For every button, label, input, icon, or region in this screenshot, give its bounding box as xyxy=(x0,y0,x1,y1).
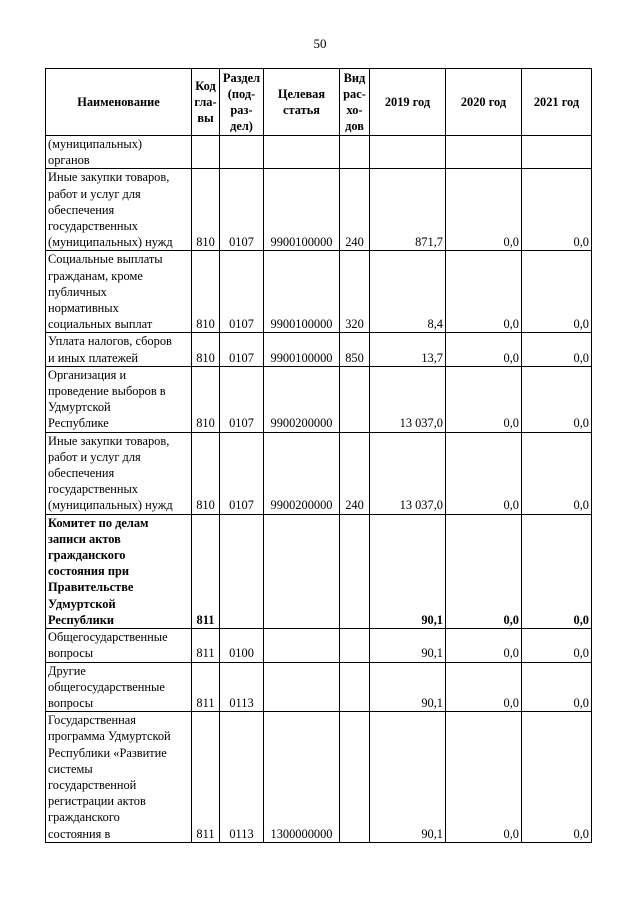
expense-type-cell: 320 xyxy=(340,251,370,333)
table-row xyxy=(46,169,592,251)
name-cell: Другие общегосударственные вопросы xyxy=(46,662,192,712)
section-cell: 0107 xyxy=(220,432,264,514)
code-cell xyxy=(192,136,220,169)
amount-2019-cell: 13,7 xyxy=(370,333,446,366)
code-cell: 810 xyxy=(192,366,220,432)
header-name: Наименование xyxy=(46,69,192,136)
amount-2020-cell: 0,0 xyxy=(446,712,522,843)
header-2019: 2019 год xyxy=(370,69,446,136)
amount-2021-cell: 0,0 xyxy=(522,629,592,662)
table-row xyxy=(46,629,592,662)
target-cell: 9900100000 xyxy=(264,251,340,333)
code-cell: 810 xyxy=(192,251,220,333)
code-cell: 811 xyxy=(192,629,220,662)
amount-2021-cell: 0,0 xyxy=(522,169,592,251)
code-cell: 810 xyxy=(192,169,220,251)
amount-2019-cell: 13 037,0 xyxy=(370,366,446,432)
target-cell: 1300000000 xyxy=(264,712,340,843)
header-2020: 2020 год xyxy=(446,69,522,136)
name-cell: Организация и проведение выборов в Удмуртской Республике xyxy=(46,366,192,432)
header-target: Целевая статья xyxy=(264,69,340,136)
expense-type-cell xyxy=(340,514,370,628)
amount-2020-cell: 0,0 xyxy=(446,251,522,333)
amount-2020-cell: 0,0 xyxy=(446,333,522,366)
header-section: Раздел (под- раз- дел) xyxy=(220,69,264,136)
name-cell: Государственная программа Удмуртской Республики «Развитие системы государственной регистрации актов гражданского состояния в xyxy=(46,712,192,843)
table-row xyxy=(46,251,592,333)
amount-2021-cell: 0,0 xyxy=(522,712,592,843)
amount-2021-cell: 0,0 xyxy=(522,333,592,366)
code-cell: 811 xyxy=(192,514,220,628)
table-row xyxy=(46,432,592,514)
section-cell: 0107 xyxy=(220,333,264,366)
section-cell xyxy=(220,514,264,628)
table-body xyxy=(46,136,592,843)
name-cell: Социальные выплаты гражданам, кроме публичных нормативных социальных выплат xyxy=(46,251,192,333)
expense-type-cell xyxy=(340,662,370,712)
expense-type-cell xyxy=(340,136,370,169)
amount-2021-cell: 0,0 xyxy=(522,514,592,628)
expense-type-cell xyxy=(340,629,370,662)
name-cell: Уплата налогов, сборов и иных платежей xyxy=(46,333,192,366)
section-cell: 0107 xyxy=(220,169,264,251)
code-cell: 811 xyxy=(192,712,220,843)
header-expense-type: Вид рас- хо- дов xyxy=(340,69,370,136)
section-cell: 0107 xyxy=(220,366,264,432)
amount-2019-cell: 90,1 xyxy=(370,629,446,662)
target-cell: 9900100000 xyxy=(264,333,340,366)
section-cell: 0100 xyxy=(220,629,264,662)
amount-2019-cell: 90,1 xyxy=(370,712,446,843)
amount-2020-cell: 0,0 xyxy=(446,432,522,514)
name-cell: (муниципальных) органов xyxy=(46,136,192,169)
expense-type-cell xyxy=(340,712,370,843)
target-cell: 9900100000 xyxy=(264,169,340,251)
section-cell: 0107 xyxy=(220,251,264,333)
budget-table xyxy=(45,68,592,843)
target-cell xyxy=(264,136,340,169)
amount-2021-cell: 0,0 xyxy=(522,366,592,432)
amount-2019-cell: 90,1 xyxy=(370,662,446,712)
amount-2019-cell: 8,4 xyxy=(370,251,446,333)
header-2021: 2021 год xyxy=(522,69,592,136)
name-cell: Иные закупки товаров, работ и услуг для обеспечения государственных (муниципальных) нужд xyxy=(46,432,192,514)
table-row xyxy=(46,514,592,628)
amount-2021-cell xyxy=(522,136,592,169)
header-row xyxy=(46,69,592,136)
expense-type-cell: 240 xyxy=(340,169,370,251)
amount-2019-cell xyxy=(370,136,446,169)
amount-2020-cell: 0,0 xyxy=(446,514,522,628)
amount-2020-cell: 0,0 xyxy=(446,662,522,712)
amount-2020-cell xyxy=(446,136,522,169)
table-row xyxy=(46,366,592,432)
section-cell: 0113 xyxy=(220,662,264,712)
section-cell: 0113 xyxy=(220,712,264,843)
name-cell: Общегосударственные вопросы xyxy=(46,629,192,662)
amount-2021-cell: 0,0 xyxy=(522,662,592,712)
amount-2020-cell: 0,0 xyxy=(446,169,522,251)
target-cell xyxy=(264,662,340,712)
amount-2020-cell: 0,0 xyxy=(446,629,522,662)
amount-2021-cell: 0,0 xyxy=(522,432,592,514)
amount-2020-cell: 0,0 xyxy=(446,366,522,432)
code-cell: 810 xyxy=(192,432,220,514)
name-cell: Иные закупки товаров, работ и услуг для обеспечения государственных (муниципальных) нужд xyxy=(46,169,192,251)
expense-type-cell xyxy=(340,366,370,432)
amount-2021-cell: 0,0 xyxy=(522,251,592,333)
name-cell: Комитет по делам записи актов гражданского состояния при Правительстве Удмуртской Республики xyxy=(46,514,192,628)
header-code: Код гла- вы xyxy=(192,69,220,136)
code-cell: 810 xyxy=(192,333,220,366)
page-number: 50 xyxy=(313,36,327,51)
amount-2019-cell: 90,1 xyxy=(370,514,446,628)
table-row xyxy=(46,136,592,169)
target-cell xyxy=(264,514,340,628)
code-cell: 811 xyxy=(192,662,220,712)
table-row xyxy=(46,712,592,843)
expense-type-cell: 850 xyxy=(340,333,370,366)
target-cell xyxy=(264,629,340,662)
section-cell xyxy=(220,136,264,169)
target-cell: 9900200000 xyxy=(264,432,340,514)
amount-2019-cell: 871,7 xyxy=(370,169,446,251)
expense-type-cell: 240 xyxy=(340,432,370,514)
amount-2019-cell: 13 037,0 xyxy=(370,432,446,514)
table-row xyxy=(46,333,592,366)
table-row xyxy=(46,662,592,712)
target-cell: 9900200000 xyxy=(264,366,340,432)
